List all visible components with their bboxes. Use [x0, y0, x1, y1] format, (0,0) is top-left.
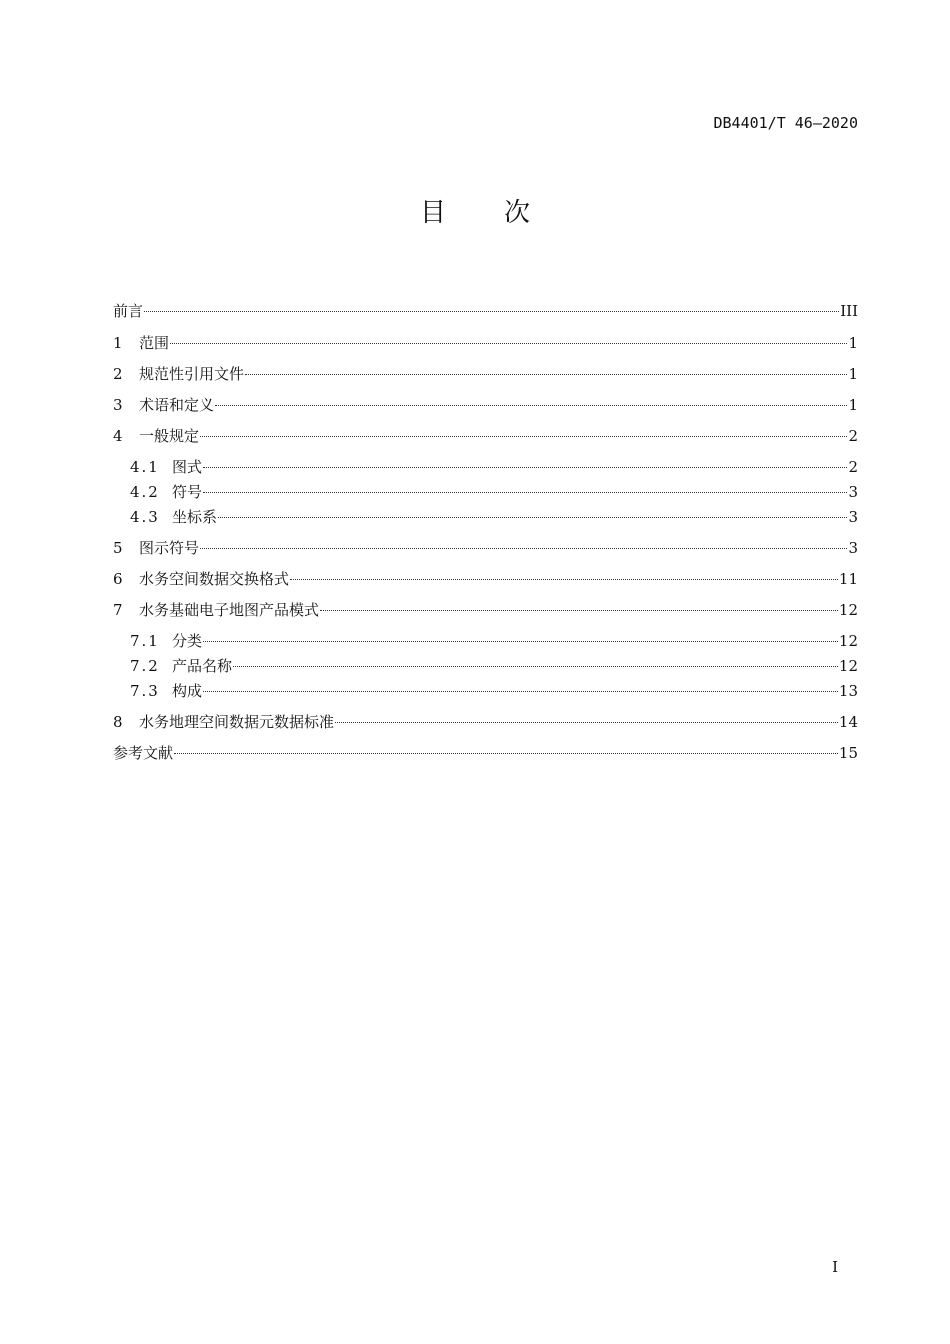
- toc-entry-page: 12: [838, 632, 858, 650]
- toc-entry-label: 水务空间数据交换格式: [139, 570, 290, 588]
- toc-entry[interactable]: [113, 744, 858, 762]
- toc-entry-page: 2: [848, 427, 858, 445]
- toc-entry-number: 4.1: [130, 458, 160, 476]
- toc-entry-number: 7: [113, 601, 123, 619]
- toc-entry-label: 规范性引用文件: [139, 365, 245, 383]
- toc-leader-dots: [203, 690, 838, 692]
- toc-entry-label: 图式: [172, 458, 203, 476]
- page-number: I: [832, 1258, 838, 1276]
- toc-entry-label: 水务地理空间数据元数据标准: [139, 713, 335, 731]
- toc-entry-label: 一般规定: [139, 427, 200, 445]
- toc-entry[interactable]: [113, 508, 858, 526]
- toc-leader-dots: [245, 373, 847, 375]
- toc-entry-number: 3: [113, 396, 123, 414]
- toc-leader-dots: [203, 466, 847, 468]
- toc-entry-label: 前言: [113, 302, 144, 320]
- toc-entry-page: 15: [838, 744, 858, 762]
- toc-leader-dots: [203, 640, 838, 642]
- toc-entry-label: 参考文献: [113, 744, 174, 762]
- toc-entry[interactable]: [113, 334, 858, 352]
- toc-entry[interactable]: [113, 427, 858, 445]
- toc-leader-dots: [170, 342, 847, 344]
- toc-entry-page: 12: [838, 657, 858, 675]
- toc-leader-dots: [233, 665, 838, 667]
- toc-leader-dots: [320, 609, 838, 611]
- toc-entry-page: 3: [848, 508, 858, 526]
- toc-entry-number: 5: [113, 539, 123, 557]
- toc-entry-label: 产品名称: [172, 657, 233, 675]
- toc-entry-page: 14: [838, 713, 858, 731]
- toc-entry[interactable]: [113, 601, 858, 619]
- toc-entry[interactable]: [113, 396, 858, 414]
- toc-entry-number: 7.1: [130, 632, 160, 650]
- toc-entry-number: 8: [113, 713, 123, 731]
- toc-entry-page: 1: [848, 334, 858, 352]
- document-id: DB4401/T 46—2020: [713, 114, 858, 132]
- toc-leader-dots: [335, 721, 838, 723]
- toc-entry-label: 范围: [139, 334, 170, 352]
- toc-leader-dots: [144, 310, 839, 312]
- toc-leader-dots: [290, 578, 838, 580]
- toc-entry-number: 7.2: [130, 657, 160, 675]
- toc-entry-page: 1: [848, 365, 858, 383]
- toc-entry-page: 3: [848, 483, 858, 501]
- toc-leader-dots: [200, 547, 847, 549]
- toc-entry[interactable]: [113, 458, 858, 476]
- toc-entry-page: 1: [848, 396, 858, 414]
- toc-leader-dots: [218, 516, 847, 518]
- toc-entry-page: III: [840, 302, 858, 320]
- toc-entry[interactable]: [113, 713, 858, 731]
- toc-leader-dots: [174, 752, 838, 754]
- toc-entry-label: 图示符号: [139, 539, 200, 557]
- toc-entry-number: 2: [113, 365, 123, 383]
- toc-entry-label: 坐标系: [172, 508, 218, 526]
- toc-entry-page: 12: [838, 601, 858, 619]
- toc-entry-label: 分类: [172, 632, 203, 650]
- toc-entry[interactable]: [113, 302, 858, 320]
- toc-leader-dots: [203, 491, 847, 493]
- toc-entry-number: 7.3: [130, 682, 160, 700]
- toc-entry-page: 3: [848, 539, 858, 557]
- toc-leader-dots: [215, 404, 847, 406]
- toc-entry[interactable]: [113, 632, 858, 650]
- toc-entry-number: 4.3: [130, 508, 160, 526]
- toc-entry[interactable]: [113, 483, 858, 501]
- toc-entry-label: 水务基础电子地图产品模式: [139, 601, 320, 619]
- toc-entry-number: 4.2: [130, 483, 160, 501]
- toc-entry[interactable]: [113, 682, 858, 700]
- toc-entry[interactable]: [113, 657, 858, 675]
- toc-entry-label: 构成: [172, 682, 203, 700]
- toc-entry[interactable]: [113, 539, 858, 557]
- toc-entry-page: 2: [848, 458, 858, 476]
- toc-entry[interactable]: [113, 365, 858, 383]
- toc-entry-number: 4: [113, 427, 123, 445]
- toc-entry-page: 11: [838, 570, 858, 588]
- toc-entry-label: 术语和定义: [139, 396, 215, 414]
- toc-entry-number: 1: [113, 334, 123, 352]
- toc-entry[interactable]: [113, 570, 858, 588]
- toc-entry-page: 13: [838, 682, 858, 700]
- page-title: 目次: [419, 198, 588, 228]
- toc-leader-dots: [200, 435, 847, 437]
- toc-entry-number: 6: [113, 570, 123, 588]
- toc-entry-label: 符号: [172, 483, 203, 501]
